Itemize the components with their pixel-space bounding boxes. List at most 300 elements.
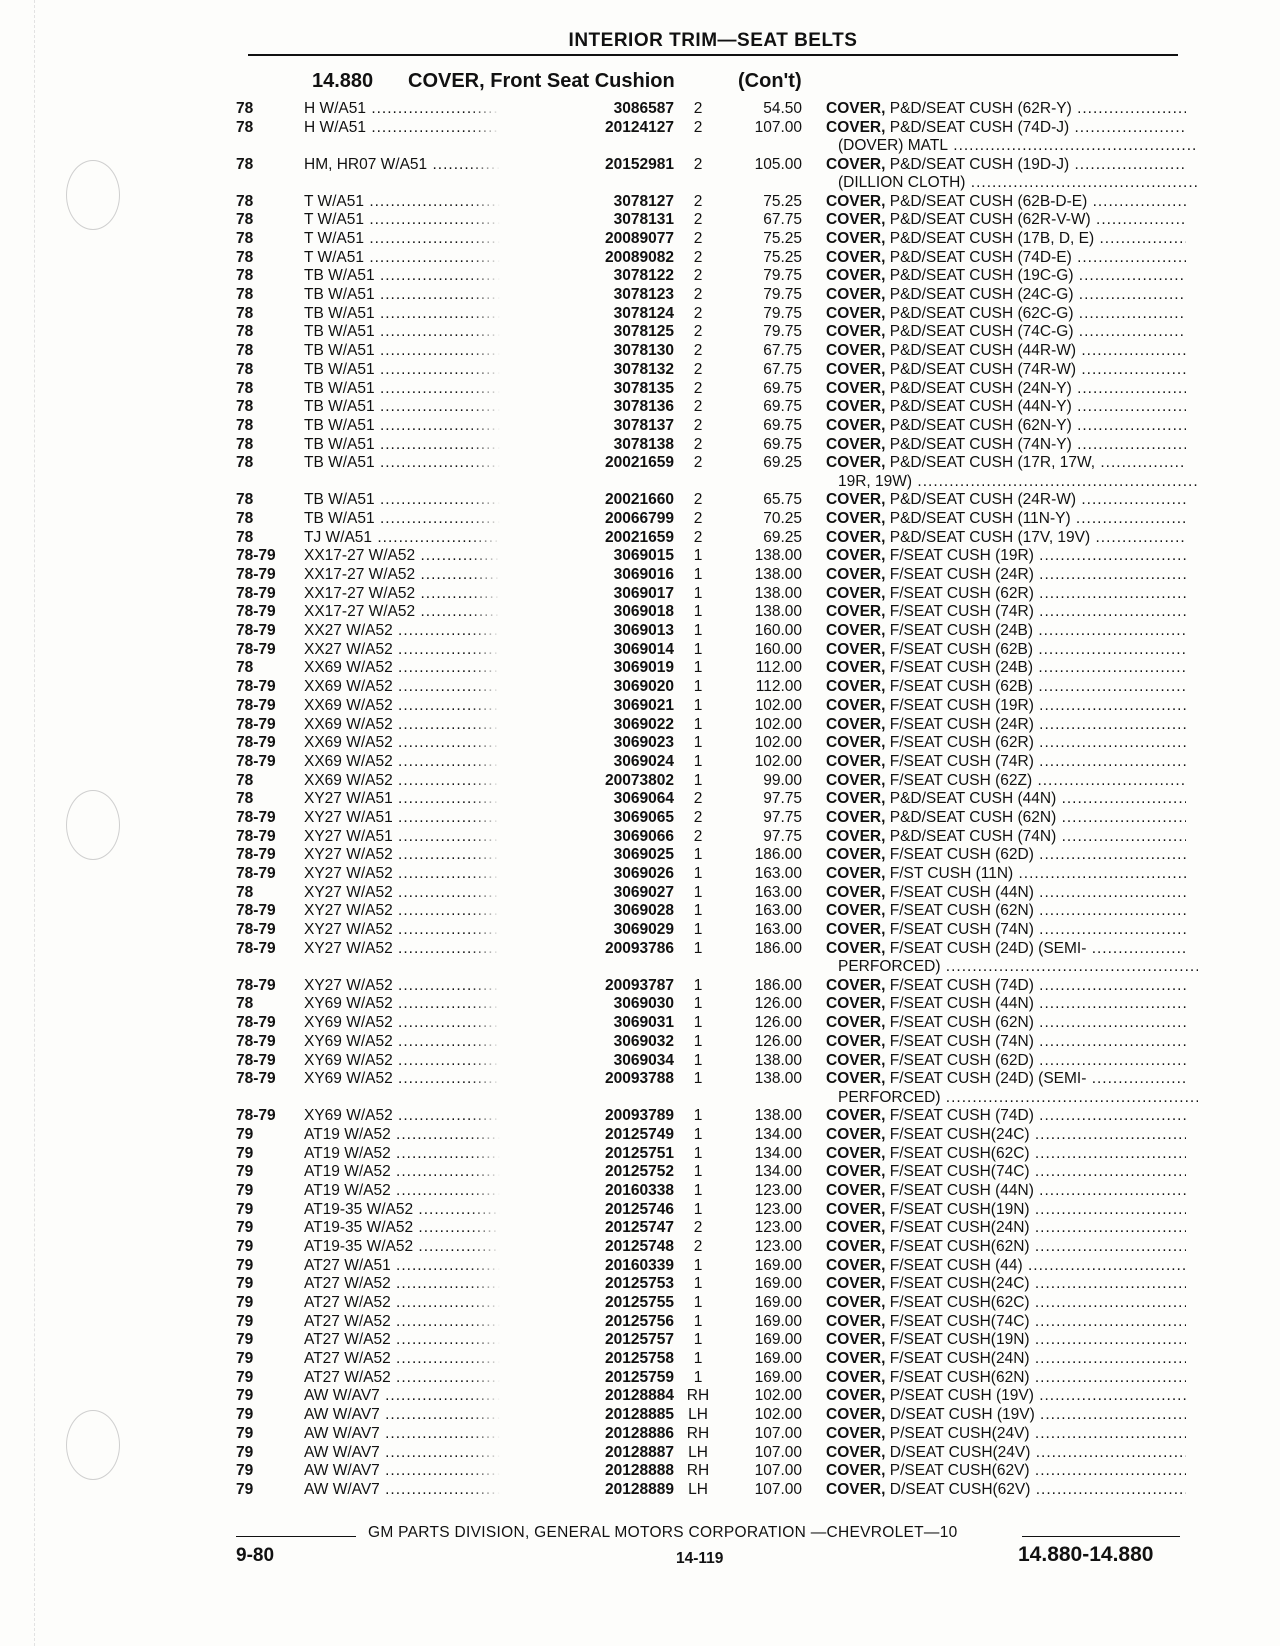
description-keyword: COVER,: [826, 509, 886, 527]
part-number: 3069034: [470, 1052, 674, 1071]
description: [826, 995, 1186, 1014]
model-year: 78: [236, 100, 254, 117]
part-number: 3078123: [470, 286, 674, 305]
model-code: H W/A51 .....: [304, 100, 574, 119]
description-keyword: COVER,: [826, 1200, 886, 1218]
part-number: 20089082: [470, 249, 674, 268]
quantity: 2: [693, 528, 703, 546]
quantity: 2: [693, 230, 703, 248]
quantity: 2: [693, 416, 703, 434]
quantity: 2: [693, 304, 703, 322]
part-number: 3078122: [470, 267, 674, 286]
quantity: RH: [686, 1387, 710, 1405]
description-keyword: COVER,: [826, 1331, 886, 1349]
model-code: AW W/AV7 .....: [304, 1481, 574, 1500]
price: 107.00: [754, 1462, 802, 1480]
price: 107.00: [754, 118, 802, 136]
quantity: 1: [693, 976, 703, 994]
model-year: 78: [236, 342, 254, 360]
description-text: P&D/SEAT CUSH (74D-E): [885, 248, 1072, 266]
model-code: TB W/A51 .....: [304, 491, 574, 510]
description-text: F/SEAT CUSH (62B): [885, 678, 1034, 696]
table-row: [0, 809, 1280, 828]
model-code: XY69 W/A52 .....: [304, 1107, 574, 1126]
description-text: F/SEAT CUSH(24N): [885, 1350, 1030, 1368]
quantity: 2: [693, 155, 703, 173]
table-row-continuation: [0, 958, 1280, 976]
model-code: AT27 W/A52 .....: [304, 1350, 574, 1369]
part-number: 20073802: [470, 772, 674, 791]
part-number: 20128889: [470, 1481, 674, 1500]
table-row: [0, 529, 1280, 548]
model-code: TB W/A51 .....: [304, 510, 574, 529]
description: [826, 211, 1186, 230]
quantity: 1: [693, 865, 703, 883]
price: 97.75: [763, 808, 802, 826]
description: [826, 1070, 1186, 1089]
description: [826, 510, 1186, 529]
table-row: [0, 454, 1280, 473]
table-row: [0, 211, 1280, 230]
description: [826, 772, 1186, 791]
table-row: [0, 1313, 1280, 1332]
description: [826, 1145, 1186, 1164]
price: 134.00: [754, 1125, 802, 1143]
description-keyword: COVER,: [826, 1275, 886, 1293]
part-number: 3069023: [470, 734, 674, 753]
table-row: [0, 417, 1280, 436]
description-text: F/SEAT CUSH (62R): [885, 584, 1034, 602]
model-code: TB W/A51 .....: [304, 380, 574, 399]
description-keyword: COVER,: [826, 1294, 886, 1312]
description-keyword: COVER,: [826, 1424, 886, 1442]
model-year: 78: [236, 118, 254, 136]
part-number: 3069019: [470, 659, 674, 678]
price: 102.00: [754, 734, 802, 752]
description: [826, 398, 1186, 417]
model-year: 79: [236, 1368, 254, 1386]
model-code: XX17-27 W/A52 .....: [304, 547, 574, 566]
part-number: 20125747: [470, 1219, 674, 1238]
description-text: F/SEAT CUSH (24B): [885, 622, 1034, 640]
description-text: F/SEAT CUSH (19R): [885, 547, 1034, 565]
part-number: 20125759: [470, 1369, 674, 1388]
description: [826, 1462, 1186, 1481]
quantity: 1: [693, 902, 703, 920]
price: 186.00: [754, 846, 802, 864]
price: 75.25: [763, 192, 802, 210]
description-text: F/SEAT CUSH (24R): [885, 715, 1034, 733]
part-number: 3069065: [470, 809, 674, 828]
description-keyword: COVER,: [826, 118, 886, 136]
part-number: 3086587: [470, 100, 674, 119]
quantity: 1: [693, 921, 703, 939]
table-row: [0, 249, 1280, 268]
table-row: [0, 305, 1280, 324]
table-row: [0, 1406, 1280, 1425]
model-code: T W/A51 .....: [304, 230, 574, 249]
price: 102.00: [754, 1387, 802, 1405]
description-text: F/SEAT CUSH (74D): [885, 976, 1034, 994]
table-row: [0, 1331, 1280, 1350]
table-row: [0, 921, 1280, 940]
price: 169.00: [754, 1368, 802, 1386]
part-number: 3078125: [470, 323, 674, 342]
table-row: [0, 846, 1280, 865]
part-number: 20125752: [470, 1163, 674, 1182]
model-year: 79: [236, 1181, 254, 1199]
price: 67.75: [763, 360, 802, 378]
description-text: F/SEAT CUSH (74R): [885, 603, 1034, 621]
model-code: XY27 W/A52 .....: [304, 977, 574, 996]
model-code: XY27 W/A52 .....: [304, 846, 574, 865]
part-number: 3069029: [470, 921, 674, 940]
table-row: [0, 603, 1280, 622]
description-text: F/SEAT CUSH(24N): [885, 1219, 1030, 1237]
model-year: 79: [236, 1387, 254, 1405]
model-year: 78: [236, 491, 254, 509]
description: [826, 1257, 1186, 1276]
description-text: F/SEAT CUSH (24D) (SEMI-: [885, 1070, 1087, 1088]
table-row: [0, 1126, 1280, 1145]
quantity: 2: [693, 435, 703, 453]
description: [826, 1294, 1186, 1313]
table-row: [0, 1425, 1280, 1444]
table-row: [0, 1387, 1280, 1406]
table-row: [0, 547, 1280, 566]
description-keyword: COVER,: [826, 286, 886, 304]
model-code: XY69 W/A52 .....: [304, 1033, 574, 1052]
description: [826, 603, 1186, 622]
description-text: F/SEAT CUSH (74R): [885, 752, 1034, 770]
description: [826, 828, 1186, 847]
model-year: 78: [236, 248, 254, 266]
model-year: 79: [236, 1275, 254, 1293]
table-row: [0, 230, 1280, 249]
model-year: 78: [236, 304, 254, 322]
description-keyword: COVER,: [826, 827, 886, 845]
model-code: XX69 W/A52 .....: [304, 659, 574, 678]
model-code: TB W/A51 .....: [304, 361, 574, 380]
price: 169.00: [754, 1294, 802, 1312]
quantity: 2: [693, 211, 703, 229]
model-code: XY69 W/A52 .....: [304, 1052, 574, 1071]
quantity: 1: [693, 715, 703, 733]
description: [826, 1219, 1186, 1238]
table-row: [0, 790, 1280, 809]
description: [826, 921, 1186, 940]
table-row: [0, 753, 1280, 772]
quantity: 1: [693, 995, 703, 1013]
model-code: XX69 W/A52 .....: [304, 734, 574, 753]
model-year: 78: [236, 995, 254, 1013]
table-row-continuation: [0, 137, 1280, 155]
table-row: [0, 342, 1280, 361]
description: [826, 380, 1186, 399]
description-keyword: COVER,: [826, 1256, 886, 1274]
part-number: 20160338: [470, 1182, 674, 1201]
description-keyword: COVER,: [826, 528, 886, 546]
price: 186.00: [754, 939, 802, 957]
model-year: 78-79: [236, 1070, 276, 1088]
model-year: 78-79: [236, 1014, 276, 1032]
quantity: 2: [693, 808, 703, 826]
description-keyword: COVER,: [826, 1387, 886, 1405]
model-code: XX27 W/A52 .....: [304, 641, 574, 660]
description: [826, 1182, 1186, 1201]
description-text: P&D/SEAT CUSH (19C-G): [885, 267, 1074, 285]
description-text: F/SEAT CUSH (44N): [885, 883, 1034, 901]
description: [826, 1052, 1186, 1071]
quantity: 1: [693, 1144, 703, 1162]
part-number: 20128886: [470, 1425, 674, 1444]
part-number: 3078130: [470, 342, 674, 361]
description-text: P&D/SEAT CUSH (24N-Y): [885, 379, 1072, 397]
quantity: 1: [693, 1032, 703, 1050]
model-code: TJ W/A51 .....: [304, 529, 574, 548]
description: [826, 585, 1186, 604]
model-code: AW W/AV7 .....: [304, 1406, 574, 1425]
description-keyword: COVER,: [826, 1144, 886, 1162]
price: 169.00: [754, 1256, 802, 1274]
description-keyword: COVER,: [826, 100, 886, 117]
model-year: 78: [236, 790, 254, 808]
table-row: [0, 734, 1280, 753]
description: [826, 267, 1186, 286]
description-text: F/SEAT CUSH(19N): [885, 1200, 1030, 1218]
table-row: [0, 1294, 1280, 1313]
part-number: 20093789: [470, 1107, 674, 1126]
part-number: 3069066: [470, 828, 674, 847]
model-year: 78-79: [236, 640, 276, 658]
model-year: 79: [236, 1163, 254, 1181]
model-code: XX69 W/A52 .....: [304, 678, 574, 697]
table-row: [0, 380, 1280, 399]
price: 102.00: [754, 1406, 802, 1424]
description-text: P&D/SEAT CUSH (11N-Y): [885, 509, 1071, 527]
quantity: 1: [693, 752, 703, 770]
description-keyword: COVER,: [826, 1107, 886, 1125]
table-row: [0, 100, 1280, 119]
model-year: 79: [236, 1200, 254, 1218]
part-number: 20124127: [470, 119, 674, 138]
table-row: [0, 697, 1280, 716]
part-number: 3069027: [470, 884, 674, 903]
quantity: 2: [693, 192, 703, 210]
model-code: AT27 W/A52 .....: [304, 1369, 574, 1388]
table-row: [0, 1201, 1280, 1220]
description-keyword: COVER,: [826, 659, 886, 677]
description-text: P&D/SEAT CUSH (74C-G): [885, 323, 1074, 341]
description-continuation: 19R, 19W) .....: [838, 473, 1198, 492]
part-number: 20021659: [470, 529, 674, 548]
part-number: 20093787: [470, 977, 674, 996]
part-number: 3069030: [470, 995, 674, 1014]
quantity: RH: [686, 1424, 710, 1442]
description-text: P/SEAT CUSH(62V): [885, 1462, 1030, 1480]
table-row: [0, 1182, 1280, 1201]
description-keyword: COVER,: [826, 1368, 886, 1386]
price: 67.75: [763, 211, 802, 229]
description: [826, 622, 1186, 641]
part-number: 3069022: [470, 716, 674, 735]
description: [826, 1444, 1186, 1463]
price: 70.25: [763, 509, 802, 527]
model-code: XX17-27 W/A52 .....: [304, 585, 574, 604]
description-keyword: COVER,: [826, 846, 886, 864]
model-code: TB W/A51 .....: [304, 342, 574, 361]
table-row: [0, 940, 1280, 959]
description-keyword: COVER,: [826, 1014, 886, 1032]
description-text: F/SEAT CUSH (74D): [885, 1107, 1034, 1125]
part-number: 3069018: [470, 603, 674, 622]
price: 160.00: [754, 622, 802, 640]
description-text: P&D/SEAT CUSH (62C-G): [885, 304, 1074, 322]
quantity: 1: [693, 696, 703, 714]
price: 65.75: [763, 491, 802, 509]
part-number: 3078132: [470, 361, 674, 380]
model-year: 78: [236, 883, 254, 901]
table-row: [0, 491, 1280, 510]
description-keyword: COVER,: [826, 1070, 886, 1088]
part-number: 3069015: [470, 547, 674, 566]
model-year: 79: [236, 1312, 254, 1330]
table-row: [0, 566, 1280, 585]
part-number: 3069031: [470, 1014, 674, 1033]
quantity: LH: [688, 1406, 708, 1424]
description: [826, 193, 1186, 212]
quantity: 1: [693, 1256, 703, 1274]
model-year: 78-79: [236, 734, 276, 752]
model-code: AT27 W/A52 .....: [304, 1294, 574, 1313]
description-keyword: COVER,: [826, 1125, 886, 1143]
table-row: [0, 828, 1280, 847]
description: [826, 1331, 1186, 1350]
description-keyword: COVER,: [826, 398, 886, 416]
description-text: P&D/SEAT CUSH (62N): [885, 808, 1057, 826]
description-keyword: COVER,: [826, 304, 886, 322]
footer-rule-right: [1022, 1536, 1180, 1537]
description-text: F/SEAT CUSH (19R): [885, 696, 1034, 714]
table-row: [0, 286, 1280, 305]
table-row: [0, 995, 1280, 1014]
quantity: 1: [693, 1163, 703, 1181]
table-row: [0, 1350, 1280, 1369]
table-row: [0, 398, 1280, 417]
quantity: 1: [693, 939, 703, 957]
description-keyword: COVER,: [826, 454, 886, 472]
table-row: [0, 678, 1280, 697]
model-code: AW W/AV7 .....: [304, 1444, 574, 1463]
part-number: 20093788: [470, 1070, 674, 1089]
description-text: F/SEAT CUSH (74N): [885, 1032, 1034, 1050]
description-text: F/SEAT CUSH (74N): [885, 921, 1034, 939]
part-number: 20125746: [470, 1201, 674, 1220]
part-number: 20125751: [470, 1145, 674, 1164]
model-year: 78: [236, 211, 254, 229]
description-keyword: COVER,: [826, 1237, 886, 1255]
part-number: 3078138: [470, 436, 674, 455]
table-row: [0, 716, 1280, 735]
model-code: AW W/AV7 .....: [304, 1387, 574, 1406]
quantity: 1: [693, 771, 703, 789]
model-year: 78-79: [236, 976, 276, 994]
model-code: XX27 W/A52 .....: [304, 622, 574, 641]
description-keyword: COVER,: [826, 808, 886, 826]
model-code: TB W/A51 .....: [304, 398, 574, 417]
price: 97.75: [763, 827, 802, 845]
model-code: AW W/AV7 .....: [304, 1462, 574, 1481]
part-number: 20125749: [470, 1126, 674, 1145]
description-text: F/SEAT CUSH (62B): [885, 640, 1034, 658]
price: 138.00: [754, 566, 802, 584]
quantity: 2: [693, 118, 703, 136]
description: [826, 286, 1186, 305]
description: [826, 678, 1186, 697]
model-code: AW W/AV7 .....: [304, 1425, 574, 1444]
description: [826, 1201, 1186, 1220]
part-number: 20021659: [470, 454, 674, 473]
description: [826, 1238, 1186, 1257]
description-keyword: COVER,: [826, 771, 886, 789]
part-number: 20125758: [470, 1350, 674, 1369]
model-code: AT27 W/A51 .....: [304, 1257, 574, 1276]
price: 102.00: [754, 715, 802, 733]
model-year: 78: [236, 398, 254, 416]
table-row: [0, 361, 1280, 380]
quantity: 2: [693, 248, 703, 266]
price: 112.00: [755, 659, 802, 677]
price: 163.00: [754, 921, 802, 939]
description-keyword: COVER,: [826, 155, 886, 173]
price: 112.00: [755, 678, 802, 696]
table-row: [0, 1070, 1280, 1089]
quantity: 1: [693, 1294, 703, 1312]
table-row: [0, 323, 1280, 342]
model-year: 78-79: [236, 939, 276, 957]
model-code: AT19-35 W/A52 .....: [304, 1238, 574, 1257]
description-keyword: COVER,: [826, 1406, 886, 1424]
model-code: XY27 W/A52 .....: [304, 865, 574, 884]
quantity: 2: [693, 286, 703, 304]
footer-page-number: 14-119: [676, 1550, 724, 1567]
description: [826, 491, 1186, 510]
model-year: 78-79: [236, 603, 276, 621]
price: 138.00: [754, 547, 802, 565]
description-text: F/SEAT CUSH (62N): [885, 1014, 1034, 1032]
part-number: 20066799: [470, 510, 674, 529]
description-text: F/SEAT CUSH(62C): [885, 1294, 1030, 1312]
table-row: [0, 1238, 1280, 1257]
price: 69.75: [763, 379, 802, 397]
table-row: [0, 1163, 1280, 1182]
description-keyword: COVER,: [826, 1032, 886, 1050]
model-code: XX69 W/A52 .....: [304, 753, 574, 772]
quantity: 1: [693, 734, 703, 752]
model-year: 78-79: [236, 846, 276, 864]
part-number: 20128885: [470, 1406, 674, 1425]
description-text: F/SEAT CUSH (62N): [885, 902, 1034, 920]
description-keyword: COVER,: [826, 1181, 886, 1199]
table-row: [0, 977, 1280, 996]
part-number: 3069024: [470, 753, 674, 772]
quantity: 1: [693, 1312, 703, 1330]
description: [826, 249, 1186, 268]
price: 79.75: [763, 304, 802, 322]
price: 69.75: [763, 398, 802, 416]
description-keyword: COVER,: [826, 1350, 886, 1368]
quantity: 1: [693, 883, 703, 901]
